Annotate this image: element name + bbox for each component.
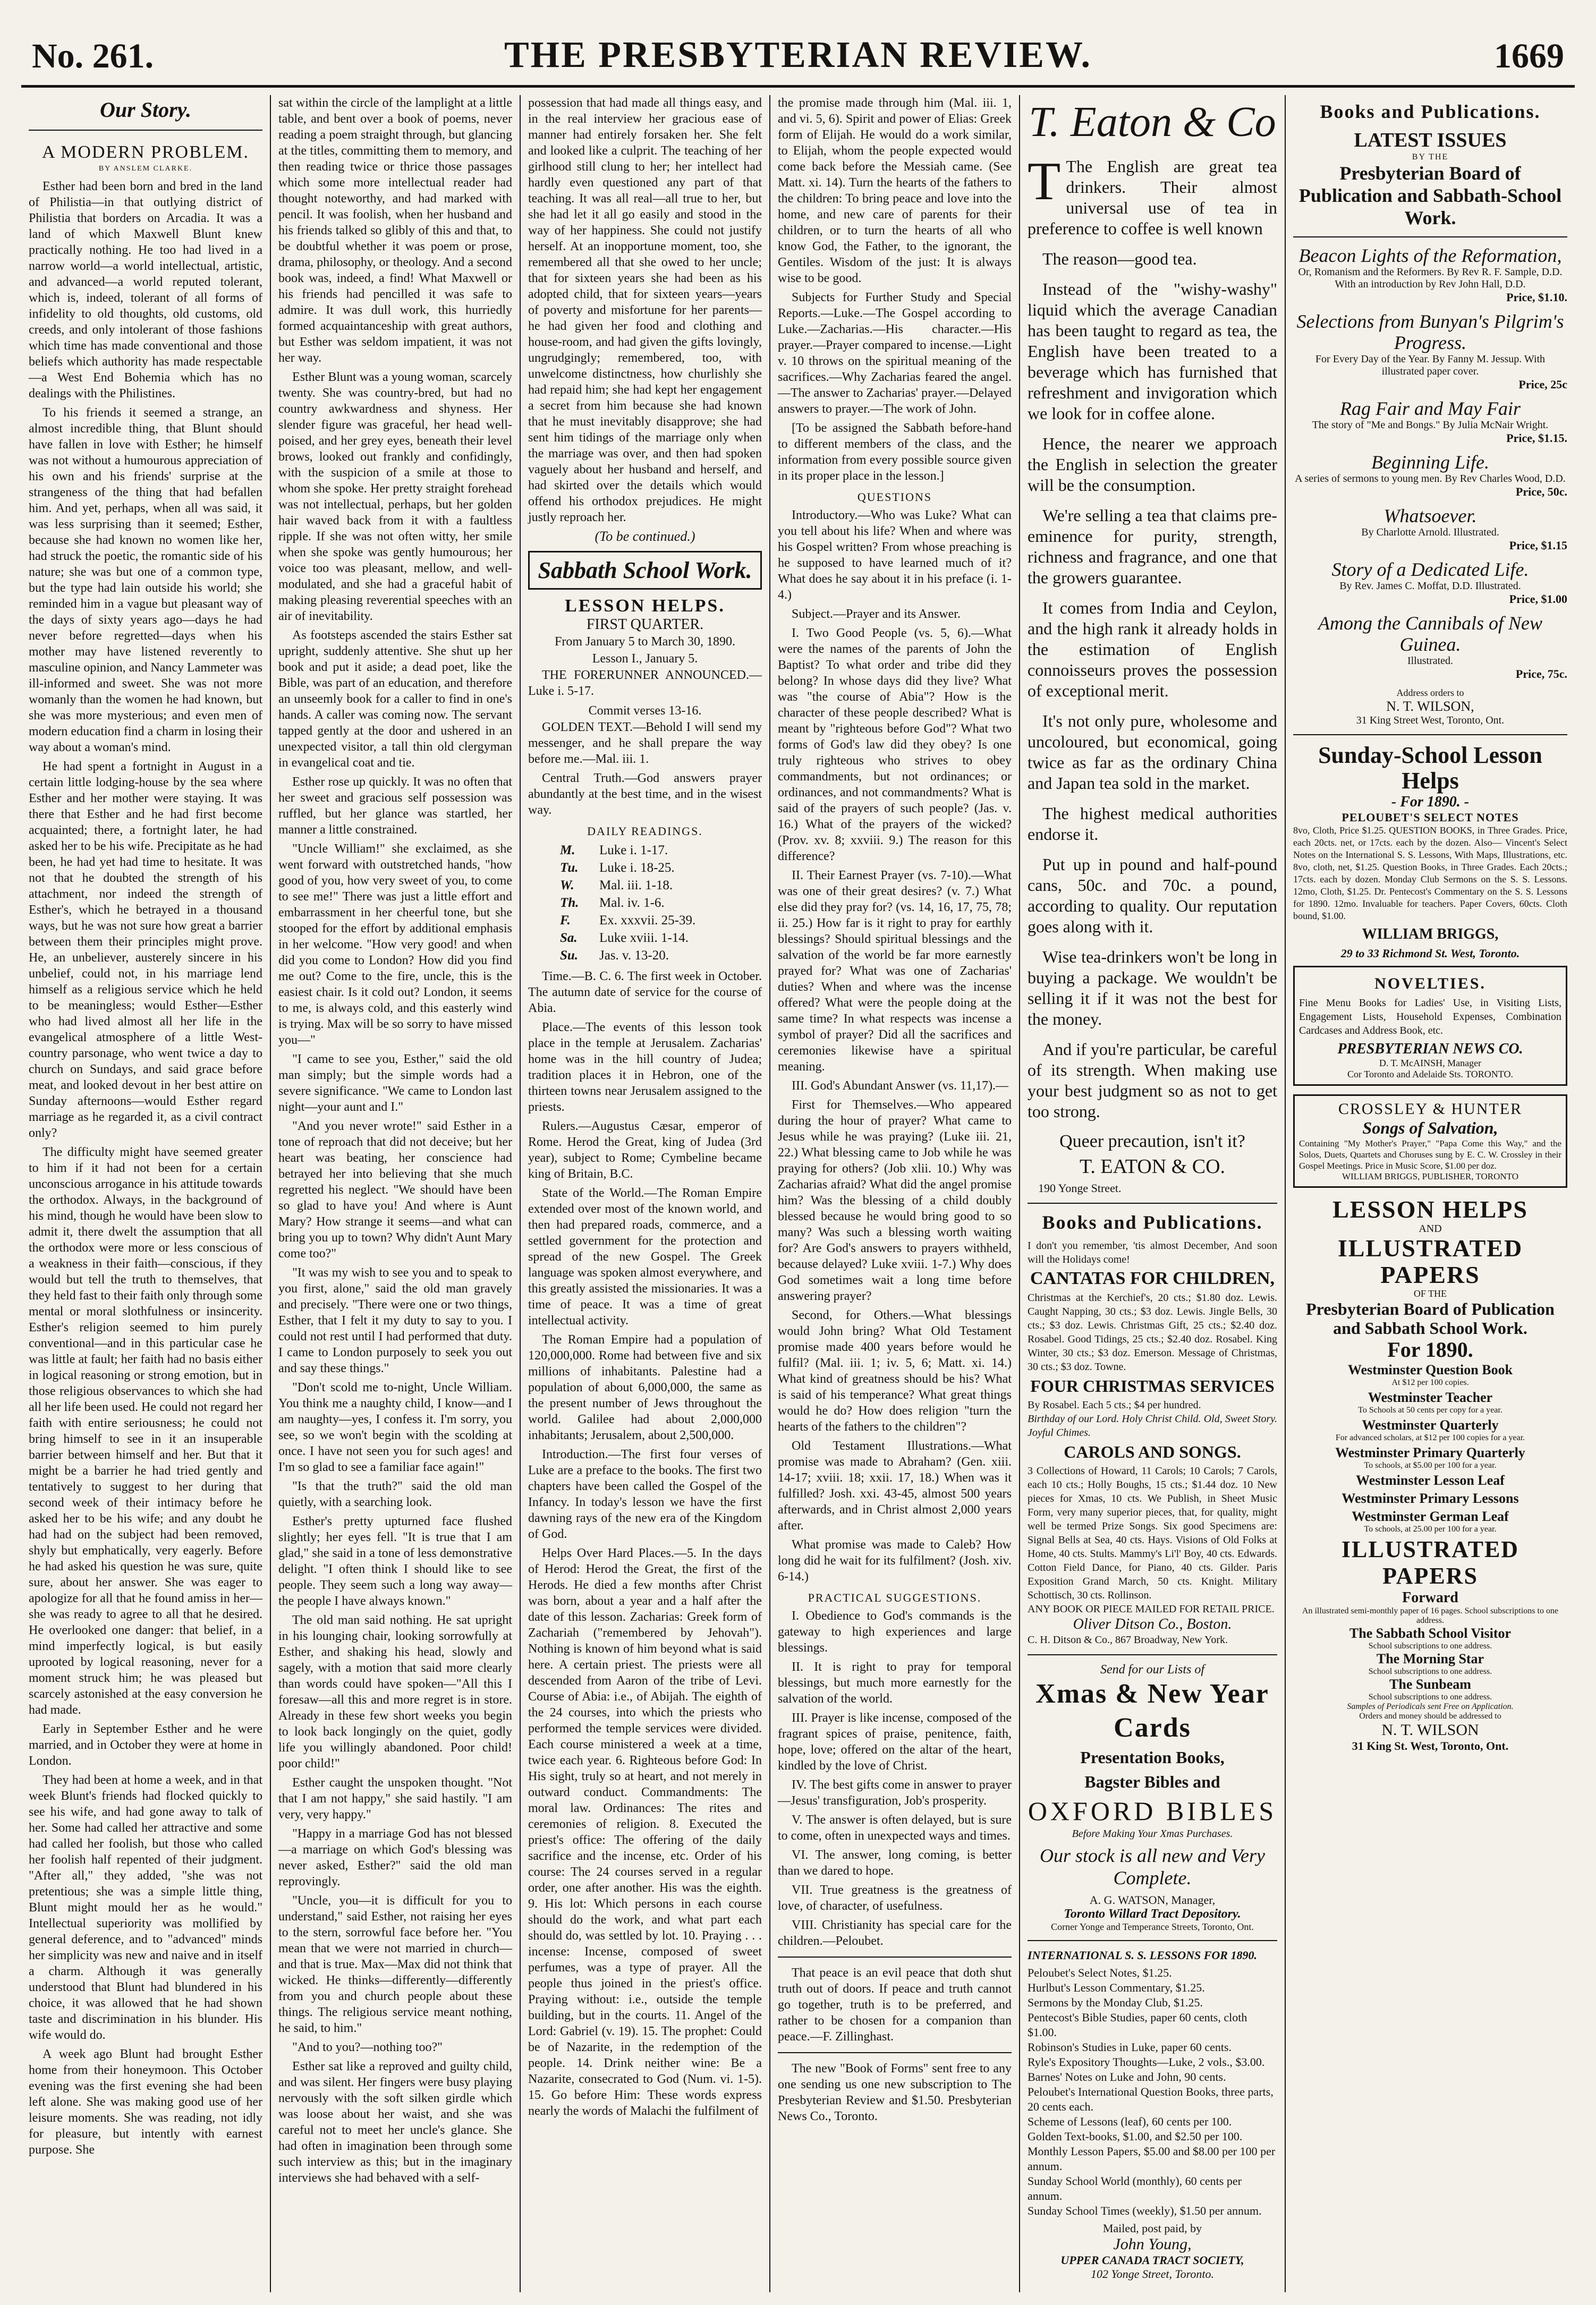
practical-heading: PRACTICAL SUGGESTIONS. (808, 1591, 982, 1604)
story-paragraph: Esther rose up quickly. It was no often that her sweet and gracious self possession was ruffled, but her glance was startled, her manner a little constrained. (278, 775, 512, 837)
suggestion: V. The answer is often delayed, but is sure to come, often in unexpected ways and times. (778, 1813, 1012, 1843)
star-body: School subscriptions to one address. (1368, 1667, 1492, 1676)
wilson-2-address: 31 King St. West, Toronto, Ont. (1352, 1739, 1509, 1753)
lesson-paragraph: Helps Over Hard Places.—5. In the days of Herod: Herod the Great, the first of the Herods. He died a few months after Christ was born, about a year and a half after the date of this lesson. Zacharias: Greek form of Zachariah ("remembered by Jehovah"). Nothing is known of him beyond what is said here. A certain priest. The priests were all descended from Aaron of the tribe of Levi. Course of Abia: i.e., of Abijah. The eighth of the 24 courses, into which the priests who performed the temple services were divided. Each course ministered a week at a time, twice each year. 6. Righteous before God: In His sight, truly so at heart, and not merely in outward conduct. Commandments: The moral law. Ordinances: The rites and ceremonies of religion. 8. Executed the priest's office: The offering of the daily sacrifice and the incense, etc. Order of his course: The 24 courses served in a regular order, one after another. His was the eighth. 9. His lot: Which persons in each course should do the work, and what part each should do, was settled by lot. 10. Praying . . . incense: Incense, composed of sweet perfumes, was a type of prayer. All the people thus joined in the priest's office. Praying without: i.e., outside the temple building, but in the courts. 11. Angel of the Lord: Gabriel (v. 19). 15. The prophet: Could be of Nazarite, in the redemption of the people. 14. Drink neither wine: Be a Nazarite, consecrated to God (Num. vi. 1-5). 15. Go before Him: These words express nearly the words of Malachi the fulfilment of (528, 1546, 762, 2118)
periodical: Westminster Lesson Leaf (1356, 1473, 1505, 1488)
ad-paragraph: The highest medical authorities endorse it. (1028, 804, 1277, 844)
pnews-address: Cor Toronto and Adelaide Sts. TORONTO. (1347, 1069, 1513, 1079)
question-paragraph: Second, for Others.—What blessings would John bring? What Old Testament promise made 400 years before would he fulfil? (Mal. iii. 1; iv. 5, 6; Matt. xi. 14.) What kind of greatness should be his? What is said of his temperance? What great things would he do? How does religion "turn the hearts of the fathers to the children"? (778, 1308, 1012, 1434)
question-paragraph: Old Testament Illustrations.—What promise was made to Abraham? (Gen. xiii. 14-17; xviii. 18; xxii. 17, 18.) When was it fulfilled? Josh. xxi. 43-45, almost 500 years afterwards, and in Christ almost 2,000 years after. (778, 1439, 1012, 1533)
divider (1028, 1940, 1277, 1941)
stock-note: Our stock is all new and Very Complete. (1040, 1845, 1265, 1889)
ditson-intro: I don't you remember, 'tis almost December, And soon will the Holidays come! (1028, 1240, 1277, 1265)
eaton-address: 190 Yonge Street. (1038, 1181, 1122, 1195)
page-number: 1669 (1494, 37, 1564, 75)
book-title: Among the Cannibals of New Guinea. (1318, 613, 1542, 655)
story-paragraph: possession that had made all things easy, and in the real interview her gracious ease of manner had entirely forsaken her. She felt and looked like a culprit. The teaching of her girlhood still clung to her; her intellect had hardly even questioned any part of that teaching. It was all real—all true to her, but she had let it all go easily and stood in the way of her happiness. She could not justify herself. At an inopportune moment, too, she remembered all that she owed to her uncle; that for sixteen years she had been as his adopted child, that for sixteen years—years of poverty and misfortune for her parents—he had given her food and clothing and house-room, and had given the gifts lovingly, ungrudgingly; remembered, too, with unwelcome distinctness, how churlishly she had repaid him; she had kept her engagement a secret from him because she had known that he must inevitably disapprove; she had sent him tidings of the marriage only when the marriage was over, and then had spoken vaguely about her husband and herself, and had skirted over the details which would offend his orthodox prejudices. He might justly reproach her. (528, 96, 762, 524)
columns (21, 88, 1575, 2292)
column-story (21, 95, 271, 2292)
story-paragraph: The difficulty might have seemed greater to him if it had not been for a certain unconscious arrogance in his attitude towards the orthodox. Always, in the background of his mind, though he would have been slow to admit it, there dwelt the assumption that all the orthodox were more or less conscious of a weakness in their faith—conscious, if they would but tell the truth to themselves, that they held fast to their faith only through some mental or moral slothfulness or insincerity. Esther's religion seemed to him purely conventional—and in this particular case he was little at fault; her faith had no basis either in logical reasoning or strong emotion, but in those religious observances to which she had all her life been used. He could not regard her faith with entire seriousness; he could not bring himself to see in it an insuperable barrier between himself and her. But that it might be a barrier he had tried gently and tentatively to suggest to her during that second week of their intimacy before he asked her to be his wife; and any doubt he had had on the subject had been removed, shyly but emphatically, very eagerly. Before he had asked his question he was sure, quite sure, about her answer. She was eager to apologize for all that he found amiss in her—she was ready to agree to all that he desired. He overlooked one danger: that belief, in a mind imperfectly logical, is but easily uprooted by logical reasoning, never for a moment struck him; he was pleased but scarcely astonished at the easy conversion he had made. (29, 1145, 262, 1717)
ditson-firm: Oliver Ditson Co., Boston. (1073, 1616, 1232, 1632)
address-orders: Address orders to (1396, 687, 1464, 698)
story-paragraph: A week ago Blunt had brought Esther home from their honeymoon. This October evening was the first evening she had been left alone. She was making good use of her leisure moments. She was reading, not idly for pleasure, but intently with earnest purpose. She (29, 2047, 262, 2157)
column-sabbath (521, 95, 770, 2292)
of-the: OF THE (1413, 1288, 1447, 1299)
services-heading: FOUR CHRISTMAS SERVICES (1030, 1376, 1275, 1396)
book-listing (1293, 505, 1567, 552)
ad-paragraph: Hence, the nearer we approach the English in selection the greater will be the consumption. (1028, 434, 1277, 495)
lesson-paragraph: Place.—The events of this lesson took place in the temple at Jerusalem. Zacharias' home was in the hill country of Judea; tradition places it in Hebron, one of the thirteen towns near Jerusalem assigned to the priests. (528, 1020, 762, 1114)
book-listing (1293, 311, 1567, 392)
john-young: John Young, (1113, 2235, 1192, 2253)
divider (1028, 1203, 1277, 1204)
mail-note: ANY BOOK OR PIECE MAILED FOR RETAIL PRICE. (1028, 1603, 1275, 1615)
drop-cap: T (1028, 151, 1061, 211)
reading-row: M. Luke i. 1-17. (560, 843, 668, 857)
masthead (21, 21, 1575, 88)
peace-quote: That peace is an evil peace that doth shut truth out of doors. If peace and truth cannot go together, truth is to be preferred, and rather to be chosen for a companion than peace.—F. Zillinghast. (778, 1966, 1012, 2044)
peloubet-notes: PELOUBET'S SELECT NOTES (1342, 811, 1519, 824)
story-paragraph: "And to you?—nothing too?" (292, 2040, 443, 2054)
divider (1293, 236, 1567, 237)
ss-lesson-helps: Sunday-School Lesson Helps (1318, 742, 1542, 794)
lesson-paragraph: Rulers.—Augustus Cæsar, emperor of Rome. Herod the Great, king of Judea (3rd year), subject to Rome; Cymbeline became king of Britain, B.C. (528, 1119, 762, 1181)
book-price: Price, $1.10. (1506, 291, 1567, 304)
reading-row: Su. Jas. v. 13-20. (560, 948, 669, 963)
book-listing (1293, 613, 1567, 681)
ad-paragraph: It's not only pure, wholesome and uncoloured, but economical, going twice as far as the ordinary China and Japan tea sold in the market. (1028, 711, 1277, 793)
story-title: A MODERN PROBLEM. (41, 142, 250, 162)
book-author: By Rev. James C. Moffat, D.D. Illustrated. (1339, 580, 1521, 592)
story-paragraph: "Happy in a marriage God has not blessed—a marriage on which God's blessing was never asked, Esther?" said the old man reprovingly. (278, 1827, 512, 1889)
central-truth: Central Truth.—God answers prayer abundantly at the best time, and in the wisest way. (528, 771, 762, 817)
story-paragraph: Early in September Esther and he were married, and in October they were at home in London. (29, 1722, 262, 1768)
lesson-paragraph: The Roman Empire had a population of 120,000,000. Rome had between five and six millions of inhabitants. Palestine had a population of about 6,000,000, the same as the present number of Jews throughout the world. Galilee had about 2,000,000 inhabitants; Jerusalem, about 2,500,000. (528, 1333, 762, 1442)
story-paragraph: "Is that the truth?" said the old man quietly, with a searching look. (278, 1479, 512, 1509)
morning-star: The Morning Star (1376, 1651, 1484, 1666)
sabbath-heading: Sabbath School Work. (528, 551, 762, 590)
cantatas-list: Christmas at the Kerchief's, 20 cts.; $1.80 doz. Lewis. Caught Napping, 30 cts.; $3 doz. Lewis. Jingle Bells, 30 cts.; $3 doz. Lewis. Christmas Gift, 25 cts.; $2.40 doz. Rosabel. Good Tidings, 25 cts.; $2.40 doz. Rosabel. King Winter, 30 cts.; $3 doz. Emerson. Message of Christmas, 30 cts.; $3 doz. Towne. (1028, 1292, 1277, 1373)
story-paragraph: To his friends it seemed a strange, an almost incredible thing, that Blunt should have fallen in love with Esther; he himself was not without a humourous appreciation of his own and his friends' surprise at the strangeness of the thing that had befallen him. And yet, perhaps, when all was said, it was less surprising than it seemed; Esther, because she had known no women like her, had struck the poetic, the romantic side of his nature; she was but one of a common type, but the type had lain outside his world; she reminded him in a vague but pleasant way of the days of sixty years ago—days he had never before regretted—days when his mother may have listened reverently to masculine opinion, and Nancy Lammeter was ill-informed and sweet. She was not more womanly than the women he had known, but she was more mysterious; and even men of modern education find a charm in losing their way about a woman's mind. (29, 406, 262, 754)
services-list: Birthday of our Lord. Holy Christ Child. Old, Sweet Story. Joyful Chimes. (1028, 1413, 1277, 1439)
orders: Orders and money should be addressed to (1359, 1712, 1501, 1721)
board-2: Presbyterian Board of Publication and Sabbath School Work. (1306, 1299, 1555, 1338)
periodical: Westminster Question Book At $12 per 100 copies. (1347, 1362, 1513, 1387)
mailed-by: Mailed, post paid, by (1102, 2222, 1202, 2235)
eaton-tea-ad (1028, 151, 1277, 1122)
book-title: Beacon Lights of the Reformation, (1298, 245, 1562, 266)
divider (1293, 734, 1567, 735)
divider (778, 1957, 1012, 1958)
eaton-signature: T. EATON & CO. (1079, 1155, 1226, 1178)
presbyterian-news-co: PRESBYTERIAN NEWS CO. (1337, 1041, 1523, 1057)
issue-number: No. 261. (32, 37, 154, 75)
briggs-address: 29 to 33 Richmond St. West, Toronto. (1340, 947, 1520, 960)
column-story-cont (271, 95, 521, 2292)
golden-text: GOLDEN TEXT.—Behold I will send my messenger, and he shall prepare the way before me.—Mal. iii. 1. (528, 720, 762, 766)
lesson-paragraph: [To be assigned the Sabbath before-hand to different members of the class, and the information from every possible source given in its proper place in the lesson.] (778, 421, 1012, 483)
depository-address: Corner Yonge and Temperance Streets, Toronto, Ont. (1051, 1921, 1254, 1932)
story-paragraph: "Uncle William!" she exclaimed, as she went forward with outstretched hands, "how good of you, how very sweet of you, to come to see me!" There was just a little effort and embarrassment in her cheerful tone, but she stooped for the effort by additional emphasis in her welcome. "How very good! and when did you come to London? How did you find me out? Come to the fire, uncle, this is the easiest chair. Is it cold out? London, it seems to me, is always cold, and this easterly wind is trying. Max will be so sorry to have missed you—" (278, 842, 512, 1047)
story-paragraph: The old man said nothing. He sat upright in his lounging chair, looking sorrowfully at Esther, and shaking his head, slowly and sagely, with a motion that said more clearly than words could have spoken—"All this I foresaw—all this and more regret is in store. Already in these few short weeks you begin to look back longingly on the quiet, godly life you willingly abandoned. Poor child! poor child!" (278, 1613, 512, 1771)
novelties-body: Fine Menu Books for Ladies' Use, in Visiting Lists, Engagement Lists, Household Expenses, Combination Cardcases and Address Book, etc. (1299, 997, 1561, 1036)
ditson-ny: C. H. Ditson & Co., 867 Broadway, New York. (1028, 1634, 1228, 1646)
novelties-box (1293, 966, 1567, 1086)
newspaper-title: THE PRESBYTERIAN REVIEW. (504, 35, 1092, 75)
ad-paragraph: And if you're particular, be careful of its strength. When making use your best judgment so as not to get too strong. (1028, 1040, 1277, 1121)
intl-list: Peloubet's Select Notes, $1.25. Hurlbut's Lesson Commentary, $1.25. Sermons by the Monday Club, $1.25. Pentecost's Bible Studies, paper 60 cents, cloth $1.00. Robinson's Studies in Luke, paper 60 cents. Ryle's Expository Thoughts—Luke, 2 vols., $3.00. Barnes' Notes on Luke and John, 90 cents. Peloubet's International Question Books, three parts, 20 cents each. Scheme of Lessons (leaf), 60 cents per 100. Golden Text-books, $1.00, and $2.50 per 100. Monthly Lesson Papers, $5.00 and $8.00 per 100 per annum. Sunday School World (monthly), 60 cents per annum. Sunday School Times (weekly), $1.50 per annum. (1028, 1966, 1276, 2217)
story-paragraph: They had been at home a week, and in that week Blunt's friends had flocked quickly to see his wife, and had gone away to talk of her. Some had called her attractive and some had called her foolish, but those who called her foolish half repented of their judgment. "After all," they added, "she was not pretentious; she was a simple little thing, Blunt might mould her as he would." Intellectual superiority was mollified by general deference, and to "advanced" minds her simplicity was new and naive and in itself a charm. Although it was generally understood that Blunt had blundered in his choice, it was allowed that he had shown taste and discrimination in his blunder. His wife would do. (29, 1773, 262, 2042)
sunbeam: The Sunbeam (1389, 1677, 1471, 1692)
book-author: Illustrated. (1407, 655, 1454, 667)
crossley-publisher: WILLIAM BRIGGS, PUBLISHER, TORONTO (1342, 1171, 1518, 1181)
story-paragraph: Esther caught the unspoken thought. "Not that I am not happy," she said hastily. "I am very, very happy." (278, 1776, 512, 1822)
question-paragraph: What promise was made to Caleb? How long did he wait for its fulfilment? (Josh. xiv. 6-14.) (778, 1538, 1012, 1584)
question-paragraph: I. Two Good People (vs. 5, 6).—What were the names of the parents of John the Baptist? To what order and tribe did they belong? In whose days did they live? What was "the course of Abia"? How is the character of these people described? What is meant by "righteous before God"? What two forms of God's law did they obey? Is one truly righteous who strives to obey commandments, but not ordinances; or ordinances, and not commandments? What is said of the prayers of such people? (Jas. v. 16.) What of the prayers of the wicked? (Prov. xv. 8; xxviii. 9.) The reason for this difference? (778, 626, 1012, 863)
lesson-number: Lesson I., January 5. (592, 652, 698, 666)
story-paragraph: He had spent a fortnight in August in a certain little lodging-house by the sea where Esther and her mother were staying. It was there that Esther and he had first become acquainted; there, a fortnight later, he had asked her to be his wife. Precipitate as he had been, he had yet had time to hesitate. It was not that he doubted the strength of his attachment, nor indeed the strength of Esther's, which he betrayed in a thousand ways, but he was not sure how great a barrier between them their principles might prove. He, an unbeliever, austerely sincere in his unbelief, could not, in his marriage lend himself as a religious service which he held to be meaningless; would Esther—Esther who had lived almost all her life in the evangelical atmosphere of a little West-country parsonage, who went twice a day to church on Sundays, and said grace before meat, and looked devout in her best attire on Sunday afternoons—would Esther regard marriage as he regarded it, as a civil contract only? (29, 760, 262, 1140)
lesson-paragraph: the promise made through him (Mal. iii. 1, and vi. 5, 6). Spirit and power of Elias: Greek form of Elijah. He would do a work similar, to Elijah, whom the people expected would come back before the Messiah came. (See Matt. xi. 14). Turn the hearts of the fathers to the children: To bring peace and love into the home, and new care of parents for their children, or to turn the hearts of all who know God, the Father, to the ignorant, the Gentiles. Wisdom of the just: It is always wise to be good. (778, 96, 1012, 285)
book-listing (1293, 398, 1567, 445)
story-paragraph: "Don't scold me to-night, Uncle William. You think me a naughty child, I know—and I am naughty—yes, I confess it. I'm sorry, you see, so we won't begin with the scolding at once. I have not seen you for such ages! and I'm so glad to see a familiar face again!" (278, 1381, 512, 1474)
songs-of-salvation: Songs of Salvation, (1362, 1118, 1498, 1137)
presentation-books: Presentation Books, (1080, 1748, 1225, 1767)
oxford-bibles: OXFORD BIBLES (1028, 1796, 1277, 1826)
lesson-paragraph: Time.—B. C. 6. The first week in October. The autumn date of service for the course of Abia. (528, 969, 762, 1015)
wilson-address: 31 King Street West, Toronto, Ont. (1356, 715, 1505, 726)
samples: Samples of Periodicals sent Free on Application. (1347, 1702, 1514, 1711)
ad-paragraph: Wise tea-drinkers won't be long in buying a package. We wouldn't be selling it if it was not the best for the money. (1028, 947, 1277, 1028)
story-paragraph: "And you never wrote!" said Esther in a tone of reproach that did not deceive; but her heart was beating, her conscience had betrayed her into believing that she much regretted his neglect. "We should have been so glad to have you! And where is Aunt Mary? How strange it seems—and what can bring you up to town? Why didn't Aunt Mary come too?" (278, 1119, 512, 1261)
depository: Toronto Willard Tract Depository. (1064, 1907, 1241, 1921)
question-paragraph: Introductory.—Who was Luke? What can you tell about his life? When and where was his Gospel written? From whose preaching is he supposed to have learned much of it? What does he say about it in his preface (i. 1-4.) (778, 508, 1012, 602)
daily-readings (560, 841, 762, 964)
divider (1028, 1654, 1277, 1655)
periodical: Westminster Primary Lessons (1342, 1491, 1519, 1506)
tract-address: 102 Yonge Street, Toronto. (1090, 2267, 1215, 2281)
suggestion: VI. The answer, long coming, is better than we dared to hope. (778, 1848, 1012, 1878)
ad-paragraph: Instead of the "wishy-washy" liquid which the average Canadian has been taught to regard as tea, the English have been treated to a beverage which has furnished that refreshment and invigoration which we look for in coffee alone. (1028, 279, 1277, 423)
bagster-bibles: Bagster Bibles and (1084, 1772, 1220, 1791)
book-price: Price, 75c. (1515, 667, 1567, 681)
crossley-heading: CROSSLEY & HUNTER (1338, 1100, 1523, 1118)
suggestion: I. Obedience to God's commands is the gateway to high experiences and large blessings. (778, 1609, 1012, 1655)
byline: BY ANSLEM CLARKE. (98, 165, 193, 173)
periodical: Westminster German Leaf To schools, at 25.00 per 100 for a year. (1352, 1509, 1509, 1534)
column-ads (1020, 95, 1286, 2292)
ss-year: - For 1890. - (1391, 794, 1470, 810)
divider (29, 130, 262, 131)
carols-heading: CAROLS AND SONGS. (1064, 1442, 1241, 1461)
column-right (1286, 95, 1575, 2292)
book-listing (1293, 245, 1567, 304)
book-title: Rag Fair and May Fair (1340, 398, 1521, 419)
pnews-manager: D. T. McAINSH, Manager (1379, 1058, 1482, 1068)
question-paragraph: First for Themselves.—Who appeared during the hour of prayer? What came to Jesus while he was praying? (Luke iii. 21, 22.) What blessing came to Job while he was praying for others? (Job xlii. 10.) Why was Zacharias afraid? What did the angel promise him? Was the blessing of a child doubly blessed because he would bring good to so many? Was such a blessing worth waiting for? Are God's answers to prayers withheld, because delayed? Luke xviii. 1-7.) Why does God sometimes wait a long time before answering prayer? (778, 1098, 1012, 1303)
manager: A. G. WATSON, Manager, (1089, 1893, 1216, 1907)
book-author: A series of sermons to young men. By Rev Charles Wood, D.D. (1295, 473, 1566, 484)
lesson-paragraph: Introduction.—The first four verses of Luke are a preface to the books. The first two chapters have been called the Gospel of the Infancy. In today's lesson we have the first dawning rays of the new era of the Kingdom of God. (528, 1448, 762, 1541)
ad-paragraph: T The English are great tea drinkers. Their almost universal use of tea in preference to coffee is well known (1028, 151, 1277, 238)
story-paragraph: "Uncle, you—it is difficult for you to understand," said Esther, not raising her eyes to the stern, sorrowful face before her. "You mean that we were not married in church—and that is true. Max—Max did not think that wicked. He thinks—differently—differently from you and church people about these things. The religious service meant nothing, he said, to him." (278, 1894, 512, 2035)
ad-paragraph: The reason—good tea. (1042, 249, 1197, 268)
reading-row: Th. Mal. iv. 1-6. (560, 896, 665, 910)
latest-issues: LATEST ISSUES (1354, 129, 1507, 151)
question-paragraph: II. Their Earnest Prayer (vs. 7-10).—What was one of their great desires? (v. 7.) What else did they pray for? (vs. 14, 16, 17, 75, 78; ii. 25.) How far is it right to pray for earthly blessings? Should spiritual blessings and the salvation of the world be far more earnestly prayed for? What was one of Zacharias' duties? When and where was the incense offered? What were the people doing at the same time? In what respects was incense a symbol of prayer? Did all the sacrifices and ceremonies likewise have a spiritual meaning. (778, 869, 1012, 1074)
before-purchases: Before Making Your Xmas Purchases. (1072, 1828, 1233, 1840)
and: AND (1419, 1223, 1442, 1235)
wilson-name: N. T. WILSON, (1386, 699, 1474, 714)
story-paragraph: "It was my wish to see you and to speak to you first, alone," said the old man gravely and precisely. "There were one or two things, Esther, that I felt it my duty to say to you. I could not rest until I had performed that duty. I came to London purposely to seek you out and say these things." (278, 1266, 512, 1375)
dates: From January 5 to March 30, 1890. (555, 635, 735, 649)
book-author: The story of "Me and Bongs." By Julia McNair Wright. (1312, 419, 1549, 431)
ss-visitor: The Sabbath School Visitor (1349, 1626, 1512, 1641)
xmas-cards-heading: Xmas & New Year Cards (1035, 1679, 1269, 1743)
book-title: Selections from Bunyan's Pilgrim's Progress. (1296, 311, 1564, 353)
reading-row: W. Mal. iii. 1-18. (560, 878, 673, 892)
send-for-lists: Send for our Lists of (1100, 1663, 1205, 1677)
book-of-forms-note: The new "Book of Forms" sent free to any one sending us one new subscription to The Presbyterian Review and $1.50. Presbyterian News Co., Toronto. (778, 2062, 1012, 2123)
section-heading: Our Story. (100, 98, 191, 122)
right-books-heading: Books and Publications. (1320, 101, 1541, 122)
book-price: Price, 50c. (1515, 485, 1567, 498)
reading-row: Sa. Luke xviii. 1-14. (560, 931, 689, 945)
periodical: Westminster Quarterly For advanced scholars, at $12 per 100 copies for a year. (1335, 1417, 1525, 1442)
peloubet-body: 8vo, Cloth, Price $1.25. QUESTION BOOKS, in Three Grades. Price, each 20cts. net, or 17cts. each by the dozen. Also— Vincent's Select Notes on the International S. S. Lessons, With Maps, Illustrations, etc. 8vo, cloth, net, $1.25. Question Books, in Three Grades. Each 20cts.; 17cts. each by dozen. Monday Club Sermons on the S. S. Lessons. 12mo, Cloth, $1.25. Dr. Pentecost's Commentary on the S. S. Lessons for 1890. 12mo. Invaluable for teachers. Paper Covers, 60cts. Cloth bound, $1.00. (1293, 825, 1567, 921)
book-price: Price, 25c (1518, 378, 1567, 391)
intl-heading: INTERNATIONAL S. S. LESSONS FOR 1890. (1028, 1949, 1257, 1962)
carols-list: 3 Collections of Howard, 11 Carols; 10 Carols; 7 Carols, each 10 cts.; Holly Boughs, 15 cts.; $1.44 doz. 10 New pieces for Xmas, 10 cts. We Publish, in Sheet Music Form, very many superior pieces, that, for quality, might well be termed Prize Songs. Six good Specimens are: Signal Bells at Sea, 40 cts. Hays. Visions of Old Folks at Home, 40 cts. Stults. Mammy's Li'l' Boy, 40 cts. Edwards. Cotton Field Dance, for Piano, 40 cts. Gilder. Paris Exposition Grand March, 50 cts. Knight. Military Schottisch, 30 cts. Rollinson. (1028, 1465, 1277, 1601)
lesson-helps-heading: LESSON HELPS. (565, 596, 725, 616)
briggs: WILLIAM BRIGGS, (1362, 926, 1499, 942)
ditson-heading: Books and Publications. (1042, 1212, 1263, 1233)
tract-society: UPPER CANADA TRACT SOCIETY, (1060, 2253, 1244, 2267)
by-the: BY THE (1412, 152, 1449, 161)
reading-row: F. Ex. xxxvii. 25-39. (560, 913, 696, 928)
to-be-continued: (To be continued.) (595, 529, 695, 544)
book-author: Or, Romanism and the Reformers. By Rev R. F. Sample, D.D. With an introduction by Rev John Hall, D.D. (1298, 266, 1563, 290)
periodical: Westminster Teacher To Schools at 50 cents per copy for a year. (1358, 1390, 1502, 1415)
book-title: Story of a Dedicated Life. (1331, 559, 1529, 580)
story-paragraph: Esther had been born and bred in the land of Philistia—in that outlying district of Philistia that borders on Arcadia. It was a land of which Maxwell Blunt knew practically nothing. He too had lived in a narrow world—a world intellectual, artistic, and advanced—a world reputed tolerant, which is, indeed, tolerant of all forms of infidelity to old thoughts, old customs, old creeds, and only intolerant of those fashions which time has made conventional and those beliefs which authority has made respectable—a West End Bohemia which has no dealings with the Philistines. (29, 180, 262, 401)
divider (778, 2052, 1012, 2053)
question-paragraph: III. God's Abundant Answer (vs. 11,17).— (792, 1079, 1009, 1093)
book-title: Beginning Life. (1371, 452, 1489, 473)
sunbeam-body: School subscriptions to one address. (1368, 1692, 1492, 1702)
suggestion: VIII. Christianity has special care for the children.—Peloubet. (778, 1918, 1012, 1948)
book-author: For Every Day of the Year. By Fanny M. Jessup. With illustrated paper cover. (1315, 353, 1546, 377)
for-1890: For 1890. (1387, 1338, 1473, 1362)
illustrated-papers: ILLUSTRATED PAPERS (1337, 1235, 1523, 1288)
quarter: FIRST QUARTER. (586, 616, 704, 633)
suggestion: III. Prayer is like incense, composed of the fragrant spices of praise, penitence, faith, hope, love; offered on the altar of the heart, kindled by the love of Christ. (778, 1711, 1012, 1773)
story-paragraph: Esther Blunt was a young woman, scarcely twenty. She was country-bred, but had no country awkwardness and shyness. Her slender figure was graceful, her head well-poised, and her grey eyes, beneath their level brows, looked out frankly and confidingly, with the suspicion of a smile at those to whom she spoke. Her pretty straight forehead was not intellectual, perhaps, but her golden hair waved back from it with a faultless ripple. If she was not often witty, her smile when she spoke was gently humourous; her voice too was pleasant, mellow, and well-modulated, and she had a graceful habit of making pleasing reverential speeches with an air of inevitability. (278, 370, 512, 623)
suggestion: VII. True greatness is the greatness of love, of character, of usefulness. (778, 1883, 1012, 1913)
book-listing (1293, 559, 1567, 606)
suggestion: II. It is right to pray for temporal blessings, but much more earnestly for the salvation of the world. (778, 1660, 1012, 1706)
presbyterian-board: Presbyterian Board of Publication and Sabbath-School Work. (1298, 163, 1562, 228)
story-paragraph: "I came to see you, Esther," said the old man simply; but the simple words had a severe significance. "We came to London last night—your aunt and I." (278, 1052, 512, 1114)
crossley-box (1293, 1094, 1567, 1188)
story-paragraph: Esther's pretty upturned face flushed slightly; her eyes fell. "It is true that I am glad," she said in a tone of less demonstrative delight. "I often think I should like to see people. They seem such a long way away—the people I have always known." (278, 1515, 512, 1608)
book-author: By Charlotte Arnold. Illustrated. (1361, 526, 1499, 538)
lesson-helps-big: LESSON HELPS (1332, 1196, 1528, 1223)
question-paragraph: Subject.—Prayer and its Answer. (792, 607, 961, 621)
forward-body: An illustrated semi-monthly paper of 16 pages. School subscriptions to one address. (1302, 1606, 1559, 1625)
lesson-paragraph: Subjects for Further Study and Special Reports.—Luke.—The Gospel according to Luke.—Zacharias.—His character.—His prayer.—Prayer compared to incense.—Light v. 10 throws on the spiritual meaning of the sacrifices.—Why Zacharias feared the angel.—The answer to Zacharias' prayer.—Delayed answers to prayer.—The work of John. (778, 291, 1012, 416)
book-price: Price, $1.15. (1506, 431, 1567, 445)
daily-readings-heading: DAILY READINGS. (587, 824, 703, 838)
services-sub: By Rosabel. Each 5 cts.; $4 per hundred. (1028, 1399, 1201, 1411)
eaton-ad-title: T. Eaton & Co (1029, 99, 1276, 146)
story-paragraph: Esther sat like a reproved and guilty child, and was silent. Her fingers were busy playing nervously with the soft silken girdle which was loose about her waist, and she was careful not to meet her uncle's glance. She had often in imagination been through some such interview as this; but in the imaginary interviews she had behaved with a self- (278, 2060, 512, 2185)
column-questions (770, 95, 1020, 2292)
visitor-body: School subscriptions to one address. (1368, 1641, 1492, 1651)
ad-paragraph: We're selling a tea that claims pre-eminence for purity, strength, richness and fragrance, and one that the growers guarantee. (1028, 506, 1277, 587)
story-paragraph: sat within the circle of the lamplight at a little table, and bent over a book of poems, never reading a poem straight through, but glancing at the titles, committing them to memory, and then reading twice or thrice those passages which some more intellectual reader had thought noteworthy, and had marked with pencil. It was foolish, when her husband and his friends talked so glibly of this and that, to be doubtful whether it was poem or prose, drama, philosophy, or theology. And a second book was, indeed, a find! What Maxwell or his friends had pencilled it was safe to admire. It was dull work, this hurriedly formed acquaintanceship with great authors, but Esther was seldom impatient, it was not her way. (278, 96, 512, 365)
commit-verses: Commit verses 13-16. (588, 704, 702, 718)
book-price: Price, $1.00 (1509, 592, 1567, 606)
book-title: Whatsoever. (1383, 505, 1477, 526)
ad-paragraph: It comes from India and Ceylon, and the high rank it already holds in the estimation of English connoisseurs proves the possession of exceptional merit. (1028, 598, 1277, 700)
novelties-heading: NOVELTIES. (1374, 975, 1486, 992)
crossley-body: Containing "My Mother's Prayer," "Papa Come this Way," and the Solos, Duets, Quartets and Choruses sung by E. C. W. Crossley in their Gospel Meetings. Price in Music Score, $1.00 per doz. (1299, 1138, 1561, 1171)
cantatas-heading: CANTATAS FOR CHILDREN, (1030, 1269, 1275, 1288)
queer-precaution: Queer precaution, isn't it? (1059, 1132, 1245, 1151)
lesson-title: THE FORERUNNER ANNOUNCED.—Luke i. 5-17. (528, 668, 762, 698)
periodical: Westminster Primary Quarterly To schools, at $5.00 per 100 for a year. (1335, 1445, 1525, 1470)
questions-heading: QUESTIONS (857, 490, 932, 504)
ad-paragraph: Put up in pound and half-pound cans, 50c. and 70c. a pound, according to quality. Our reputation goes along with it. (1028, 855, 1277, 936)
illustrated-papers-2: ILLUSTRATED PAPERS (1341, 1536, 1519, 1589)
book-price: Price, $1.15 (1509, 539, 1567, 552)
wilson-2: N. T. WILSON (1381, 1721, 1479, 1739)
book-listing (1293, 452, 1567, 499)
suggestion: IV. The best gifts come in answer to prayer—Jesus' transfiguration, Job's prosperity. (778, 1778, 1012, 1808)
forward: Forward (1402, 1589, 1458, 1606)
reading-row: Tu. Luke i. 18-25. (560, 861, 675, 875)
lesson-paragraph: State of the World.—The Roman Empire extended over most of the known world, and then had prepared roads, commerce, and a settled government for the protection and spread of the new Gospel. The Greek language was spoken almost everywhere, and this greatly assisted the missionaries. It was a time of peace. It was a time of great intellectual activity. (528, 1186, 762, 1328)
story-paragraph: As footsteps ascended the stairs Esther sat upright, suddenly attentive. She shut up her book and put it aside; a dead poet, like the Bible, was part of an education, and therefore an unseemly book for a caller to find in one's hands. A caller was coming now. The servant tapped gently at the door and ushered in an unexpected visitor, a tall thin old clergyman in evangelical coat and tie. (278, 628, 512, 770)
